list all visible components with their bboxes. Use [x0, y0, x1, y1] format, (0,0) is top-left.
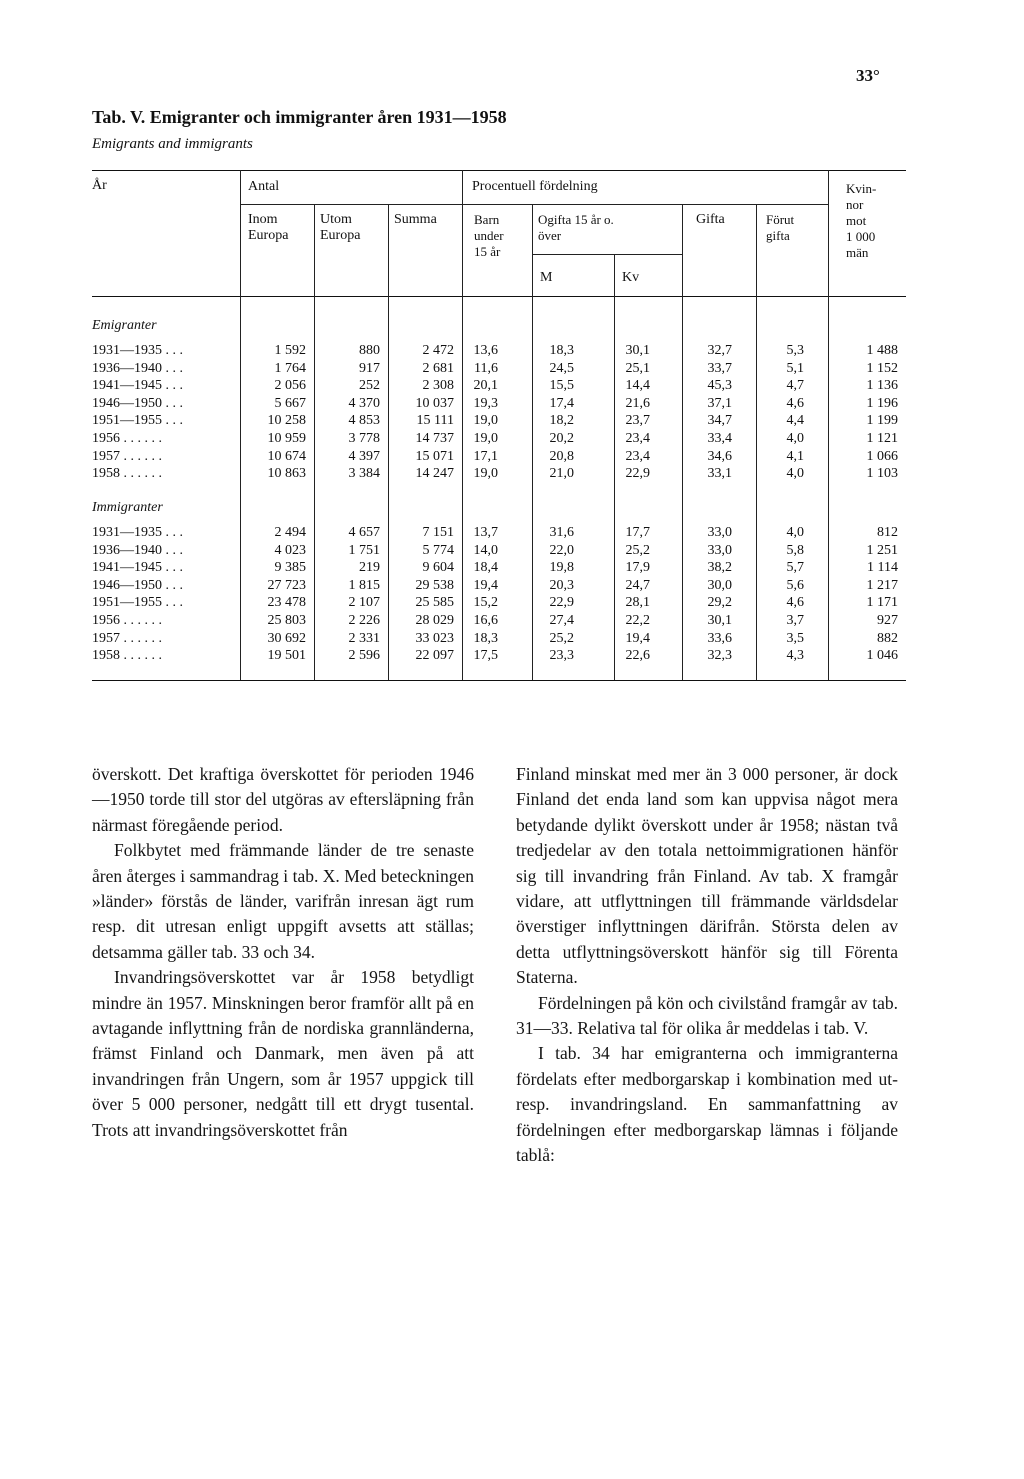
value-cell: 18,2 [549, 413, 574, 429]
value-cell: 20,2 [549, 431, 574, 446]
value-cell: 20,8 [549, 448, 574, 464]
value-cell: 2 331 [348, 630, 380, 646]
value-cell: 17,7 [625, 525, 650, 540]
value-cell: 17,4 [549, 395, 574, 411]
value-cell: 32,7 [707, 343, 732, 358]
value-cell: 10 674 [267, 448, 306, 464]
statistics-table [92, 170, 906, 680]
paragraph: Finland minskat med mer än 3 000 personer, är dock Finland det enda land som kan uppvisa något mera betydande dylikt överskott under år 1958; nästan två tredjedelar av den totala nettoimmigrationen hänför sig till invandring från Finland. Av tab. X framgår vidare, att utflyttningen till främmande världsdelar överstiger inflyttningen därifrån. Största delen av detta utflyttningsöverskott hänför sig till Förenta Staterna. [516, 764, 898, 988]
year-cell: 1946—1950 . . . [92, 577, 183, 593]
value-cell: 18,4 [473, 560, 498, 576]
header-kvinnor: Kvin- nor mot 1 000 män [846, 181, 877, 260]
table-row [92, 594, 906, 611]
value-cell: 17,9 [625, 560, 650, 576]
value-cell: 25 803 [267, 613, 306, 628]
table-row [92, 412, 906, 429]
value-cell: 14 247 [415, 466, 454, 482]
value-cell: 14,0 [473, 542, 498, 558]
value-cell: 33,0 [707, 525, 732, 540]
value-cell: 2 596 [348, 648, 380, 664]
value-cell: 9 604 [422, 560, 454, 576]
year-cell: 1931—1935 . . . [92, 525, 183, 540]
value-cell: 22,6 [625, 648, 650, 664]
value-cell: 5,3 [786, 343, 804, 358]
page-number: 33° [856, 66, 880, 85]
value-cell: 1 171 [866, 595, 898, 611]
value-cell: 4,6 [786, 395, 804, 411]
value-cell: 1 751 [348, 542, 380, 558]
value-cell: 23,3 [549, 648, 574, 664]
paragraph: Fördelningen på kön och civilstånd framgår av tab. 31—33. Relativa tal för olika år meddelas i tab. V. [516, 992, 898, 1039]
value-cell: 22 097 [415, 648, 454, 664]
value-cell: 927 [877, 613, 898, 628]
value-cell: 4,1 [786, 448, 804, 464]
value-cell: 23,7 [625, 413, 650, 429]
table-row [92, 524, 906, 541]
value-cell: 4 657 [348, 525, 380, 540]
value-cell: 19,4 [625, 630, 650, 646]
value-cell: 30 692 [267, 630, 306, 646]
ogifta-group-rule [532, 254, 682, 255]
year-cell: 1957 . . . . . . [92, 630, 162, 646]
value-cell: 2 494 [274, 525, 306, 540]
value-cell: 23,4 [625, 448, 650, 464]
header-bottom-rule [92, 296, 906, 297]
header-barn: Barn under 15 år [474, 212, 504, 259]
value-cell: 34,7 [707, 413, 732, 429]
value-cell: 2 681 [422, 360, 454, 376]
value-cell: 5,1 [786, 360, 804, 376]
value-cell: 2 226 [348, 613, 380, 628]
value-cell: 19,4 [473, 577, 498, 593]
value-cell: 11,6 [474, 360, 498, 376]
value-cell: 33,6 [707, 630, 732, 646]
value-cell: 19 501 [267, 648, 306, 664]
value-cell: 28 029 [415, 613, 454, 628]
header-ogifta: Ogifta 15 år o. över [538, 212, 614, 243]
year-cell: 1951—1955 . . . [92, 413, 183, 429]
table-row [92, 559, 906, 576]
table-row [92, 377, 906, 394]
value-cell: 24,5 [549, 360, 574, 376]
value-cell: 917 [359, 360, 380, 376]
value-cell: 9 385 [274, 560, 306, 576]
year-cell: 1958 . . . . . . [92, 648, 162, 664]
year-cell: 1931—1935 . . . [92, 343, 183, 358]
value-cell: 25 585 [415, 595, 454, 611]
value-cell: 1 103 [866, 466, 898, 482]
value-cell: 19,0 [473, 466, 498, 482]
value-cell: 5,6 [786, 577, 804, 593]
paragraph: överskott. Det kraftiga överskottet för perioden 1946—1950 torde till stor del utgöras av eftersläpning från närmast föregående period. [92, 764, 474, 835]
year-cell: 1956 . . . . . . [92, 431, 162, 446]
value-cell: 15 071 [415, 448, 454, 464]
value-cell: 19,0 [473, 413, 498, 429]
value-cell: 30,1 [707, 613, 732, 628]
value-cell: 3 778 [348, 431, 380, 446]
value-cell: 13,7 [473, 525, 498, 540]
value-cell: 1 196 [866, 395, 898, 411]
value-cell: 37,1 [707, 395, 732, 411]
value-cell: 882 [877, 630, 898, 646]
value-cell: 4,4 [786, 413, 804, 429]
value-cell: 30,0 [707, 577, 732, 593]
value-cell: 23 478 [267, 595, 306, 611]
value-cell: 15 111 [416, 413, 454, 429]
table-row [92, 647, 906, 664]
year-cell: 1951—1955 . . . [92, 595, 183, 611]
header-summa: Summa [394, 212, 437, 227]
value-cell: 5 667 [274, 395, 306, 411]
header-antal: Antal [248, 179, 280, 194]
table-row [92, 430, 906, 447]
year-cell: 1956 . . . . . . [92, 613, 162, 628]
body-text-right [516, 762, 898, 1169]
value-cell: 4,0 [786, 431, 804, 446]
header-m: M [540, 270, 553, 285]
value-cell: 1 199 [866, 413, 898, 429]
value-cell: 29,2 [707, 595, 732, 611]
value-cell: 4,6 [786, 595, 804, 611]
value-cell: 33,1 [707, 466, 732, 482]
section-label-emigranter: Emigranter [92, 318, 157, 333]
year-cell: 1958 . . . . . . [92, 466, 162, 482]
value-cell: 1 217 [866, 577, 898, 593]
value-cell: 19,8 [549, 560, 574, 576]
value-cell: 33 023 [415, 630, 454, 646]
value-cell: 17,5 [473, 648, 498, 664]
value-cell: 21,6 [625, 395, 650, 411]
value-cell: 10 863 [267, 466, 306, 482]
value-cell: 14,4 [625, 378, 650, 394]
value-cell: 20,1 [473, 378, 498, 394]
value-cell: 33,4 [707, 431, 732, 446]
value-cell: 13,6 [473, 343, 498, 358]
value-cell: 1 152 [866, 360, 898, 376]
value-cell: 33,0 [707, 542, 732, 558]
value-cell: 2 472 [422, 343, 454, 358]
value-cell: 4 853 [348, 413, 380, 429]
value-cell: 19,3 [473, 395, 498, 411]
value-cell: 33,7 [707, 360, 732, 376]
value-cell: 34,6 [707, 448, 732, 464]
value-cell: 10 037 [415, 395, 454, 411]
value-cell: 22,9 [625, 466, 650, 482]
header-year: År [92, 178, 107, 193]
table-top-rule [92, 170, 906, 171]
year-cell: 1946—1950 . . . [92, 395, 183, 411]
value-cell: 1 764 [274, 360, 306, 376]
value-cell: 219 [359, 560, 380, 576]
paragraph: I tab. 34 har emigranterna och immigranterna fördelats efter medborgarskap i kombination med ut- resp. invandringsland. En sammanfattning av fördelningen efter medborgarskap lämnas i följande tablå: [516, 1043, 898, 1166]
section-label-immigranter: Immigranter [92, 500, 163, 515]
value-cell: 20,3 [549, 577, 574, 593]
value-cell: 4,0 [786, 525, 804, 540]
value-cell: 16,6 [473, 613, 498, 628]
body-text-left [92, 762, 474, 1143]
value-cell: 27 723 [267, 577, 306, 593]
value-cell: 812 [877, 525, 898, 540]
value-cell: 14 737 [415, 431, 454, 446]
year-cell: 1936—1940 . . . [92, 542, 183, 558]
value-cell: 28,1 [625, 595, 650, 611]
value-cell: 18,3 [473, 630, 498, 646]
year-cell: 1941—1945 . . . [92, 560, 183, 576]
value-cell: 2 107 [348, 595, 380, 611]
value-cell: 31,6 [549, 525, 574, 540]
table-row [92, 577, 906, 594]
value-cell: 5,8 [786, 542, 804, 558]
table-row [92, 612, 906, 629]
antal-group-rule [240, 204, 462, 205]
year-cell: 1941—1945 . . . [92, 378, 183, 394]
table-row [92, 630, 906, 647]
header-forut-gifta: Förut gifta [766, 212, 795, 243]
value-cell: 2 056 [274, 378, 306, 394]
value-cell: 4,3 [786, 648, 804, 664]
table-title: Tab. V. Emigranter och immigranter åren 1931—1958 [92, 107, 507, 127]
value-cell: 880 [359, 343, 380, 358]
value-cell: 32,3 [707, 648, 732, 664]
value-cell: 5,7 [786, 560, 804, 576]
value-cell: 3,7 [786, 613, 804, 628]
header-gifta: Gifta [696, 212, 725, 227]
paragraph: Invandringsöverskottet var år 1958 betydligt mindre än 1957. Minskningen beror framför allt på en avtagande inflyttning från de nordiska grannländerna, främst Finland och Danmark, men även på att invandringen från Ungern, som år 1957 uppgick till över 5 000 personer, nedgått till ett drygt tusental. Trots att invandringsöverskottet från [92, 967, 474, 1140]
value-cell: 1 592 [274, 343, 306, 358]
paragraph: Folkbytet med främmande länder de tre senaste åren återges i sammandrag i tab. X. Med beteckningen »länder» förstås de länder, varifrån inresan ägt rum resp. dit utresan enligt uppgift avsetts att ställas; detsamma gäller tab. 33 och 34. [92, 840, 474, 962]
value-cell: 24,7 [625, 577, 650, 593]
table-row [92, 465, 906, 482]
value-cell: 30,1 [625, 343, 650, 358]
value-cell: 4,0 [786, 466, 804, 482]
value-cell: 25,2 [625, 542, 650, 558]
value-cell: 10 258 [267, 413, 306, 429]
value-cell: 4 397 [348, 448, 380, 464]
value-cell: 22,2 [625, 613, 650, 628]
value-cell: 23,4 [625, 431, 650, 446]
table-bottom-rule [92, 680, 906, 681]
header-procentuell: Procentuell fördelning [472, 179, 598, 194]
value-cell: 1 066 [866, 448, 898, 464]
value-cell: 2 308 [422, 378, 454, 394]
value-cell: 17,1 [473, 448, 498, 464]
value-cell: 25,2 [549, 630, 574, 646]
value-cell: 1 046 [866, 648, 898, 664]
value-cell: 38,2 [707, 560, 732, 576]
value-cell: 1 488 [866, 343, 898, 358]
value-cell: 3,5 [786, 630, 804, 646]
value-cell: 252 [359, 378, 380, 394]
value-cell: 3 384 [348, 466, 380, 482]
value-cell: 29 538 [415, 577, 454, 593]
value-cell: 1 815 [348, 577, 380, 593]
table-row [92, 395, 906, 412]
value-cell: 5 774 [422, 542, 454, 558]
header-utom-europa: Utom Europa [320, 212, 361, 243]
value-cell: 4 023 [274, 542, 306, 558]
header-inom-europa: Inom Europa [248, 212, 289, 243]
value-cell: 15,2 [473, 595, 498, 611]
value-cell: 22,0 [549, 542, 574, 558]
procent-group-rule [462, 204, 828, 205]
value-cell: 4,7 [786, 378, 804, 394]
value-cell: 10 959 [267, 431, 306, 446]
year-cell: 1936—1940 . . . [92, 360, 183, 376]
value-cell: 1 251 [866, 542, 898, 558]
value-cell: 21,0 [549, 466, 574, 482]
value-cell: 1 136 [866, 378, 898, 394]
header-kv: Kv [622, 270, 640, 285]
value-cell: 27,4 [549, 613, 574, 628]
value-cell: 1 121 [866, 431, 898, 446]
value-cell: 22,9 [549, 595, 574, 611]
value-cell: 1 114 [867, 560, 898, 576]
table-row [92, 542, 906, 559]
table-subtitle: Emigrants and immigrants [92, 136, 253, 152]
value-cell: 25,1 [625, 360, 650, 376]
value-cell: 7 151 [422, 525, 454, 540]
value-cell: 18,3 [549, 343, 574, 358]
table-row [92, 448, 906, 465]
table-row [92, 360, 906, 377]
table-row [92, 342, 906, 359]
year-cell: 1957 . . . . . . [92, 448, 162, 464]
value-cell: 15,5 [549, 378, 574, 394]
value-cell: 19,0 [473, 431, 498, 446]
value-cell: 4 370 [348, 395, 380, 411]
value-cell: 45,3 [707, 378, 732, 394]
